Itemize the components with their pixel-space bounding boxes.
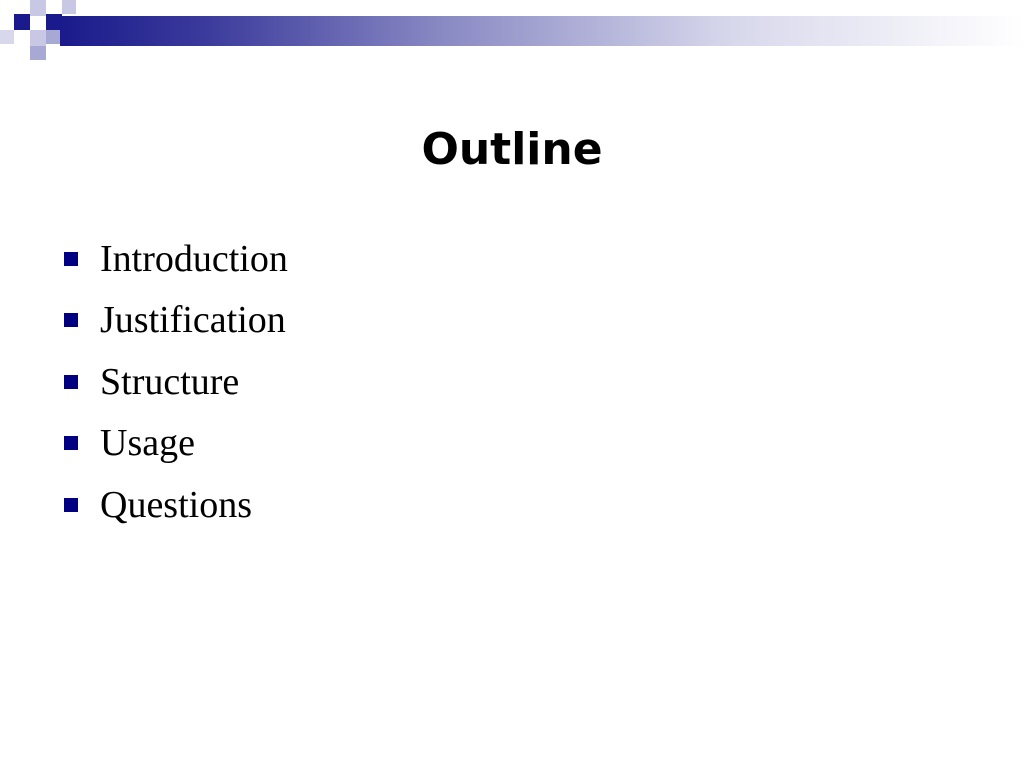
list-item xyxy=(64,228,288,290)
list-item xyxy=(64,474,288,536)
square-bullet-icon xyxy=(64,375,78,389)
slide-title: Outline xyxy=(421,124,603,175)
deco-square xyxy=(0,30,14,44)
bullet-label: Questions xyxy=(100,483,252,526)
bullet-list xyxy=(64,228,288,536)
bullet-label: Introduction xyxy=(100,237,288,280)
list-item xyxy=(64,351,288,413)
bullet-label: Justification xyxy=(100,299,286,342)
bullet-label: Usage xyxy=(100,422,195,465)
square-bullet-icon xyxy=(64,498,78,512)
deco-square xyxy=(30,0,46,16)
deco-square xyxy=(30,30,46,46)
header-gradient-band xyxy=(60,16,1024,46)
deco-square xyxy=(30,46,46,60)
list-item xyxy=(64,413,288,475)
deco-square xyxy=(14,14,30,30)
deco-square xyxy=(46,30,60,44)
list-item xyxy=(64,290,288,352)
bullet-label: Structure xyxy=(100,360,240,403)
square-bullet-icon xyxy=(64,436,78,450)
deco-square xyxy=(62,0,76,14)
deco-square xyxy=(46,14,62,30)
square-bullet-icon xyxy=(64,252,78,266)
square-bullet-icon xyxy=(64,313,78,327)
corner-decoration xyxy=(0,0,80,64)
